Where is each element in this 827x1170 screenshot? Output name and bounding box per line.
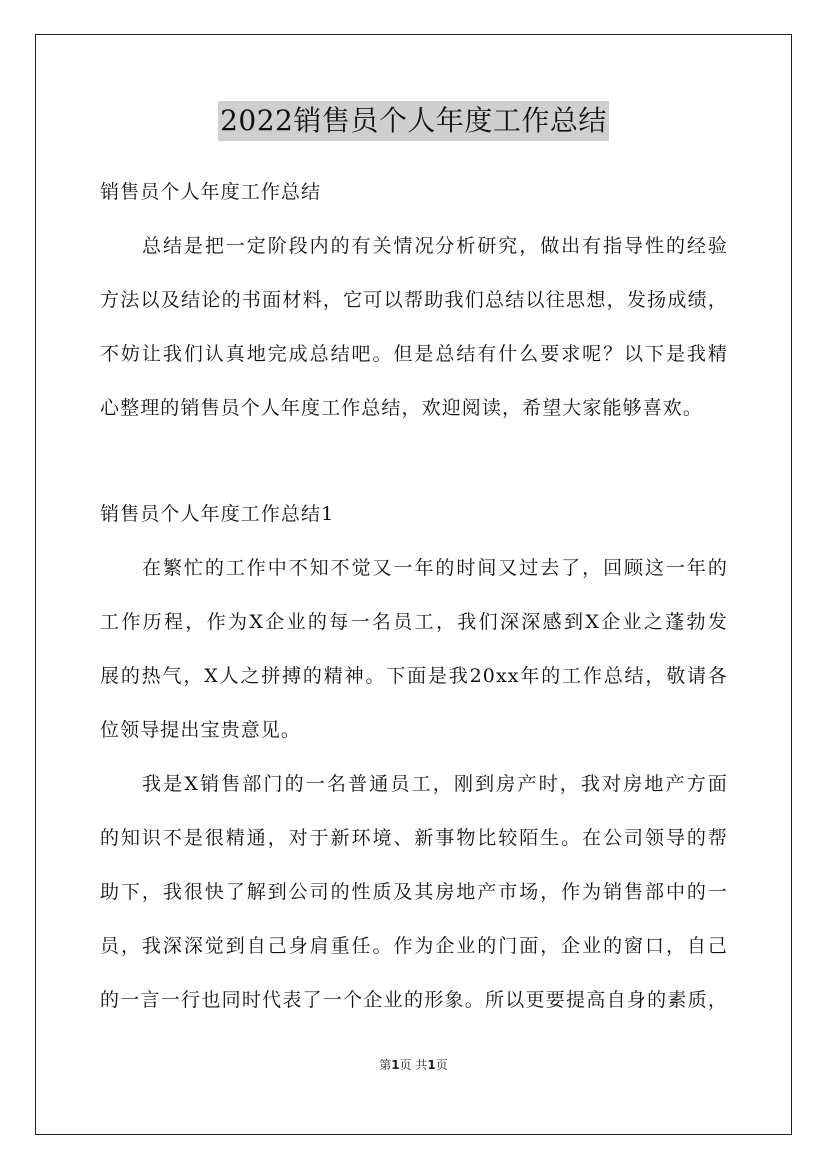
footer-page-mid: 页 共 — [399, 1058, 428, 1072]
paragraph-line: 展的热气，X人之拼搏的精神。下面是我20xx年的工作总结，敬请各 — [100, 665, 728, 687]
paragraph-line: 的知识不是很精通，对于新环境、新事物比较陌生。在公司领导的帮 — [100, 827, 728, 849]
paragraph-line: 工作历程，作为X企业的每一名员工，我们深深感到X企业之蓬勃发 — [100, 611, 728, 633]
paragraph-line: 助下，我很快了解到公司的性质及其房地产市场，作为销售部中的一 — [100, 881, 728, 903]
paragraph-line: 我是X销售部门的一名普通员工，刚到房产时，我对房地产方面 — [142, 773, 728, 795]
page-footer — [0, 1056, 827, 1073]
paragraph-line: 心整理的销售员个人年度工作总结，欢迎阅读，希望大家能够喜欢。 — [100, 397, 704, 419]
paragraph-line: 的一言一行也同时代表了一个企业的形象。所以更要提高自身的素质， — [100, 989, 728, 1011]
paragraph-line: 不妨让我们认真地完成总结吧。但是总结有什么要求呢？以下是我精 — [100, 343, 728, 365]
paragraph-line: 方法以及结论的书面材料，它可以帮助我们总结以往思想，发扬成绩， — [100, 289, 728, 311]
paragraph-line: 总结是把一定阶段内的有关情况分析研究，做出有指导性的经验 — [142, 235, 728, 257]
paragraph-spacer — [100, 442, 728, 494]
section-heading: 销售员个人年度工作总结1 — [100, 503, 335, 525]
section-heading: 销售员个人年度工作总结 — [100, 181, 322, 203]
footer-page-suffix: 页 — [435, 1058, 448, 1072]
document-title: 2022销售员个人年度工作总结 — [218, 101, 609, 141]
paragraph-line: 位领导提出宝贵意见。 — [100, 719, 302, 741]
title-container — [0, 101, 827, 141]
paragraph-line: 在繁忙的工作中不知不觉又一年的时间又过去了，回顾这一年的 — [142, 557, 728, 579]
footer-page-prefix: 第 — [379, 1058, 392, 1072]
document-body — [100, 172, 728, 1034]
paragraph-line: 员，我深深觉到自己身肩重任。作为企业的门面，企业的窗口，自己 — [100, 935, 728, 957]
footer-page-current: 1 — [391, 1058, 400, 1072]
footer-page-total: 1 — [427, 1058, 436, 1072]
